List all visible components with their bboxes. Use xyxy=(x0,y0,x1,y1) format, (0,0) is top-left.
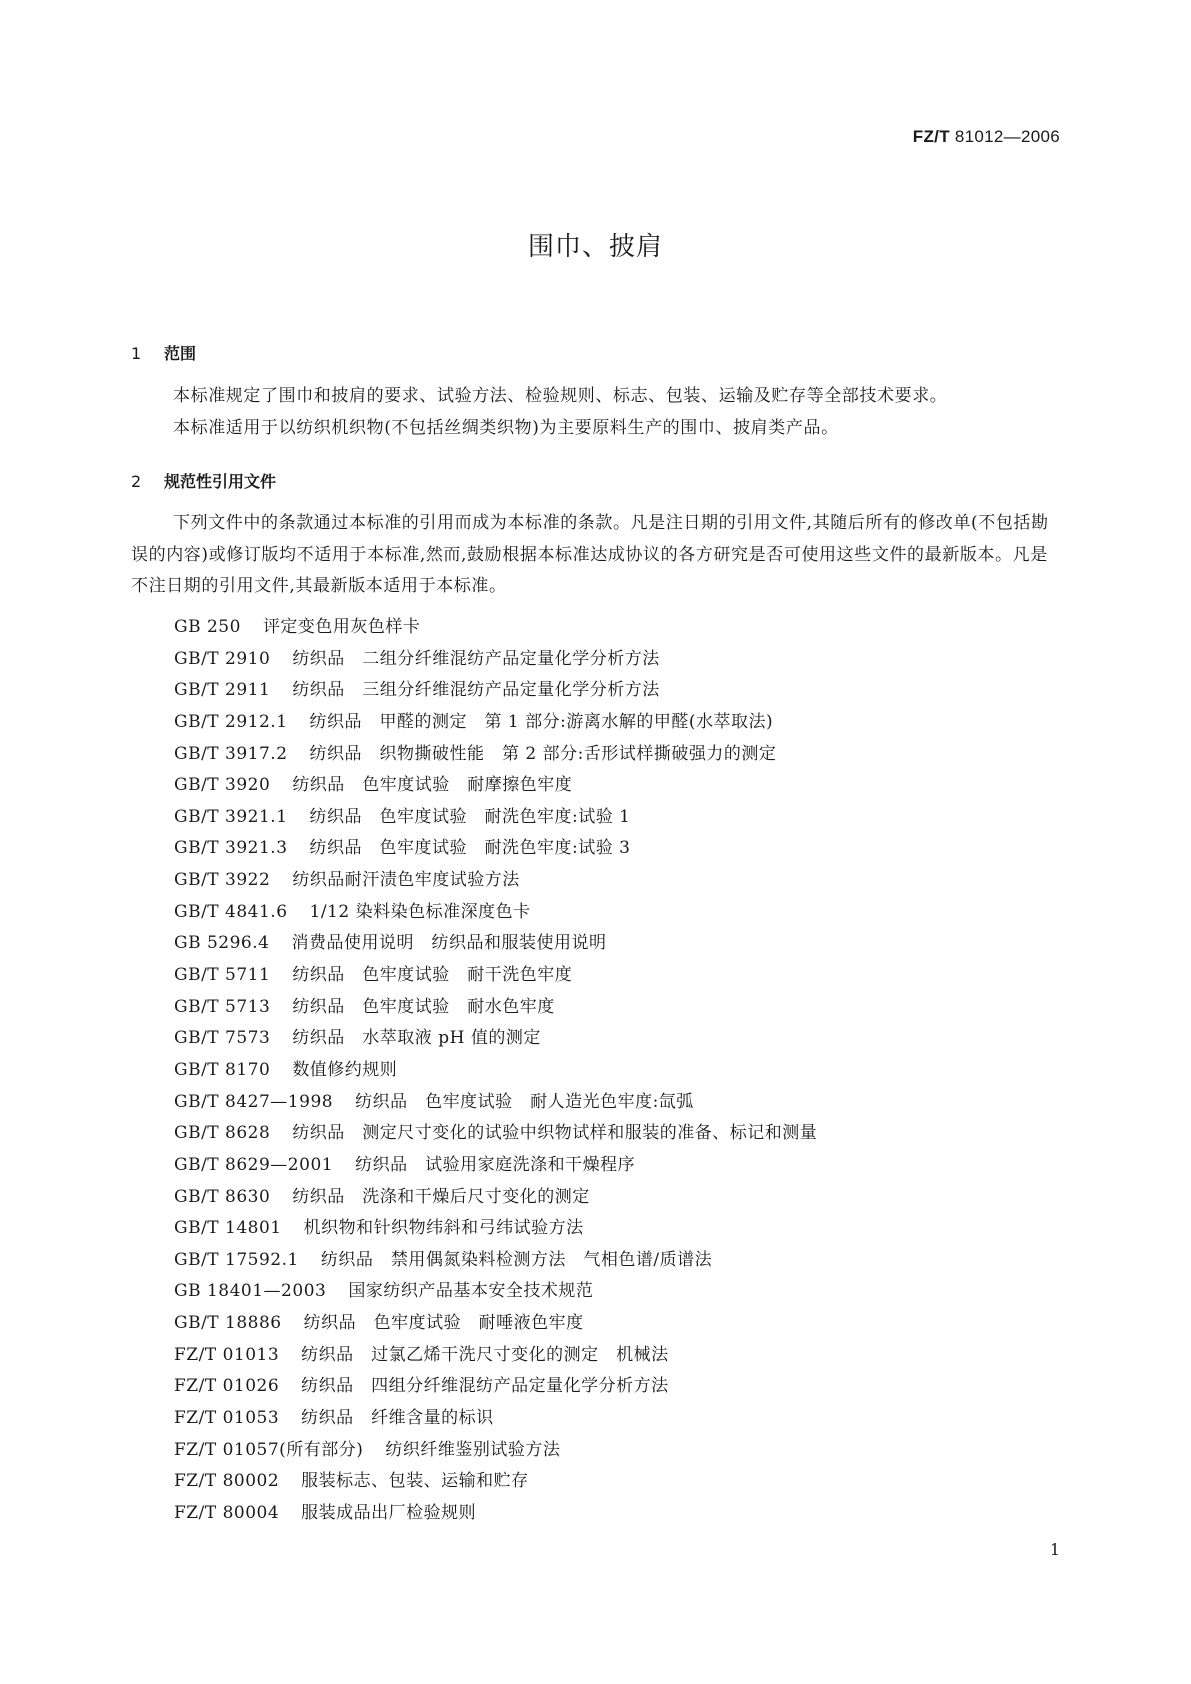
reference-title: 纺织品 色牢度试验 耐水色牢度 xyxy=(292,996,555,1017)
section-heading-normative-references xyxy=(131,469,276,492)
section-number: 2 xyxy=(131,472,142,491)
reference-title: 纺织品 色牢度试验 耐洗色牢度:试验 3 xyxy=(309,838,631,859)
reference-item xyxy=(174,1403,817,1435)
reference-title: 纺织品 织物撕破性能 第 2 部分:舌形试样撕破强力的测定 xyxy=(309,743,777,764)
reference-item xyxy=(174,1023,817,1055)
reference-item xyxy=(174,1213,817,1245)
reference-code: GB/T 4841.6 xyxy=(174,901,288,922)
reference-code: GB/T 8170 xyxy=(174,1059,271,1080)
reference-code: GB/T 18886 xyxy=(174,1313,282,1334)
reference-item xyxy=(174,992,817,1024)
reference-title: 纺织品 色牢度试验 耐摩擦色牢度 xyxy=(292,775,573,796)
reference-title: 纺织品 二组分纤维混纺产品定量化学分析方法 xyxy=(292,648,660,669)
section-heading-scope xyxy=(131,341,196,364)
paragraph-text: 下列文件中的条款通过本标准的引用而成为本标准的条款。凡是注日期的引用文件,其随后所有的修改单(不包括勘误的内容)或修订版均不适用于本标准,然而,鼓励根据本标准达成协议的各方研究是否可使用这些文件的最新版本。凡是不注日期的引用文件,其最新版本适用于本标准。 xyxy=(131,513,1049,596)
reference-title: 纺织品 色牢度试验 耐洗色牢度:试验 1 xyxy=(309,806,631,827)
reference-item xyxy=(174,1118,817,1150)
reference-code: FZ/T 01026 xyxy=(174,1376,280,1397)
reference-code: GB/T 14801 xyxy=(174,1218,282,1239)
reference-title: 纺织纤维鉴别试验方法 xyxy=(385,1439,561,1460)
reference-code: GB/T 8630 xyxy=(174,1186,271,1207)
reference-code: GB/T 3921.3 xyxy=(174,838,288,859)
reference-code: GB/T 3922 xyxy=(174,870,271,891)
reference-title: 纺织品 四组分纤维混纺产品定量化学分析方法 xyxy=(301,1376,669,1397)
scope-paragraph-2 xyxy=(131,413,1061,445)
document-title: 围巾、披肩 xyxy=(527,232,663,262)
reference-code: FZ/T 80004 xyxy=(174,1502,280,1523)
reference-code: GB/T 5713 xyxy=(174,996,271,1017)
reference-title: 纺织品 洗涤和干燥后尺寸变化的测定 xyxy=(292,1186,590,1207)
reference-title: 服装标志、包装、运输和贮存 xyxy=(301,1471,529,1492)
reference-code: GB/T 5711 xyxy=(174,965,271,986)
reference-title: 纺织品 试验用家庭洗涤和干燥程序 xyxy=(355,1154,636,1175)
section-title: 范围 xyxy=(164,344,197,363)
reference-code: GB 5296.4 xyxy=(174,933,270,954)
reference-item xyxy=(174,928,817,960)
reference-item xyxy=(174,1340,817,1372)
reference-item xyxy=(174,770,817,802)
reference-code: GB/T 7573 xyxy=(174,1028,271,1049)
reference-item xyxy=(174,1498,817,1530)
reference-title: 纺织品 色牢度试验 耐干洗色牢度 xyxy=(292,965,573,986)
section-number: 1 xyxy=(131,344,142,363)
reference-item xyxy=(174,1055,817,1087)
reference-title: 评定变色用灰色样卡 xyxy=(262,617,421,637)
paragraph-text: 本标准适用于以纺织机织物(不包括丝绸类织物)为主要原料生产的围巾、披肩类产品。 xyxy=(173,418,839,438)
reference-code: GB/T 3921.1 xyxy=(174,806,288,827)
reference-code: GB/T 3920 xyxy=(174,775,271,796)
reference-title: 纺织品耐汗渍色牢度试验方法 xyxy=(292,870,520,891)
reference-title: 国家纺织产品基本安全技术规范 xyxy=(348,1281,594,1302)
standard-code: 81012—2006 xyxy=(954,127,1060,146)
section-title: 规范性引用文件 xyxy=(164,472,277,491)
reference-title: 纺织品 甲醛的测定 第 1 部分:游离水解的甲醛(水萃取法) xyxy=(309,711,774,732)
reference-code: GB/T 2912.1 xyxy=(174,711,288,732)
reference-item xyxy=(174,1308,817,1340)
reference-list xyxy=(174,612,817,1530)
reference-code: GB/T 8427—1998 xyxy=(174,1091,334,1112)
reference-item xyxy=(174,1435,817,1467)
reference-code: FZ/T 01057(所有部分) xyxy=(174,1439,364,1460)
reference-item xyxy=(174,1371,817,1403)
reference-code: GB/T 3917.2 xyxy=(174,743,288,764)
reference-item xyxy=(174,644,817,676)
reference-item xyxy=(174,739,817,771)
reference-title: 纺织品 测定尺寸变化的试验中织物试样和服装的准备、标记和测量 xyxy=(292,1123,818,1144)
reference-item xyxy=(174,1466,817,1498)
reference-item xyxy=(174,1150,817,1182)
reference-item xyxy=(174,960,817,992)
reference-item xyxy=(174,612,817,644)
scope-paragraph-1 xyxy=(131,381,1061,413)
paragraph-text: 本标准规定了围巾和披肩的要求、试验方法、检验规则、标志、包装、运输及贮存等全部技术要求。 xyxy=(173,386,948,406)
reference-code: FZ/T 01053 xyxy=(174,1408,280,1429)
reference-title: 数值修约规则 xyxy=(292,1059,398,1080)
reference-code: GB/T 2910 xyxy=(174,648,271,669)
reference-title: 机织物和针织物纬斜和弓纬试验方法 xyxy=(303,1218,584,1239)
reference-item xyxy=(174,833,817,865)
reference-title: 消费品使用说明 纺织品和服装使用说明 xyxy=(291,933,607,954)
reference-code: FZ/T 01013 xyxy=(174,1344,280,1365)
standard-number xyxy=(913,127,1060,147)
reference-title: 纺织品 三组分纤维混纺产品定量化学分析方法 xyxy=(292,680,660,701)
reference-code: GB 18401—2003 xyxy=(174,1281,327,1302)
reference-title: 纺织品 过氯乙烯干洗尺寸变化的测定 机械法 xyxy=(301,1344,669,1365)
references-intro-paragraph xyxy=(131,508,1061,603)
reference-title: 纺织品 禁用偶氮染料检测方法 气相色谱/质谱法 xyxy=(320,1249,713,1270)
reference-item xyxy=(174,1182,817,1214)
reference-code: GB/T 8628 xyxy=(174,1123,271,1144)
reference-title: 服装成品出厂检验规则 xyxy=(301,1502,477,1523)
reference-code: GB/T 17592.1 xyxy=(174,1249,299,1270)
reference-code: GB/T 2911 xyxy=(174,680,271,701)
reference-code: FZ/T 80002 xyxy=(174,1471,280,1492)
reference-item xyxy=(174,1276,817,1308)
reference-title: 1/12 染料染色标准深度色卡 xyxy=(309,901,531,922)
reference-code: GB 250 xyxy=(174,617,241,637)
reference-title: 纺织品 色牢度试验 耐人造光色牢度:氙弧 xyxy=(355,1091,694,1112)
reference-title: 纺织品 纤维含量的标识 xyxy=(301,1408,494,1429)
reference-item xyxy=(174,1087,817,1119)
reference-item xyxy=(174,675,817,707)
reference-item xyxy=(174,865,817,897)
reference-code: GB/T 8629—2001 xyxy=(174,1154,334,1175)
reference-item xyxy=(174,1245,817,1277)
reference-title: 纺织品 色牢度试验 耐唾液色牢度 xyxy=(303,1313,584,1334)
reference-item xyxy=(174,707,817,739)
standard-prefix: FZ/T xyxy=(912,127,950,146)
reference-item xyxy=(174,897,817,929)
reference-item xyxy=(174,802,817,834)
page-number: 1 xyxy=(1049,1540,1060,1559)
reference-title: 纺织品 水萃取液 pH 值的测定 xyxy=(292,1028,541,1049)
